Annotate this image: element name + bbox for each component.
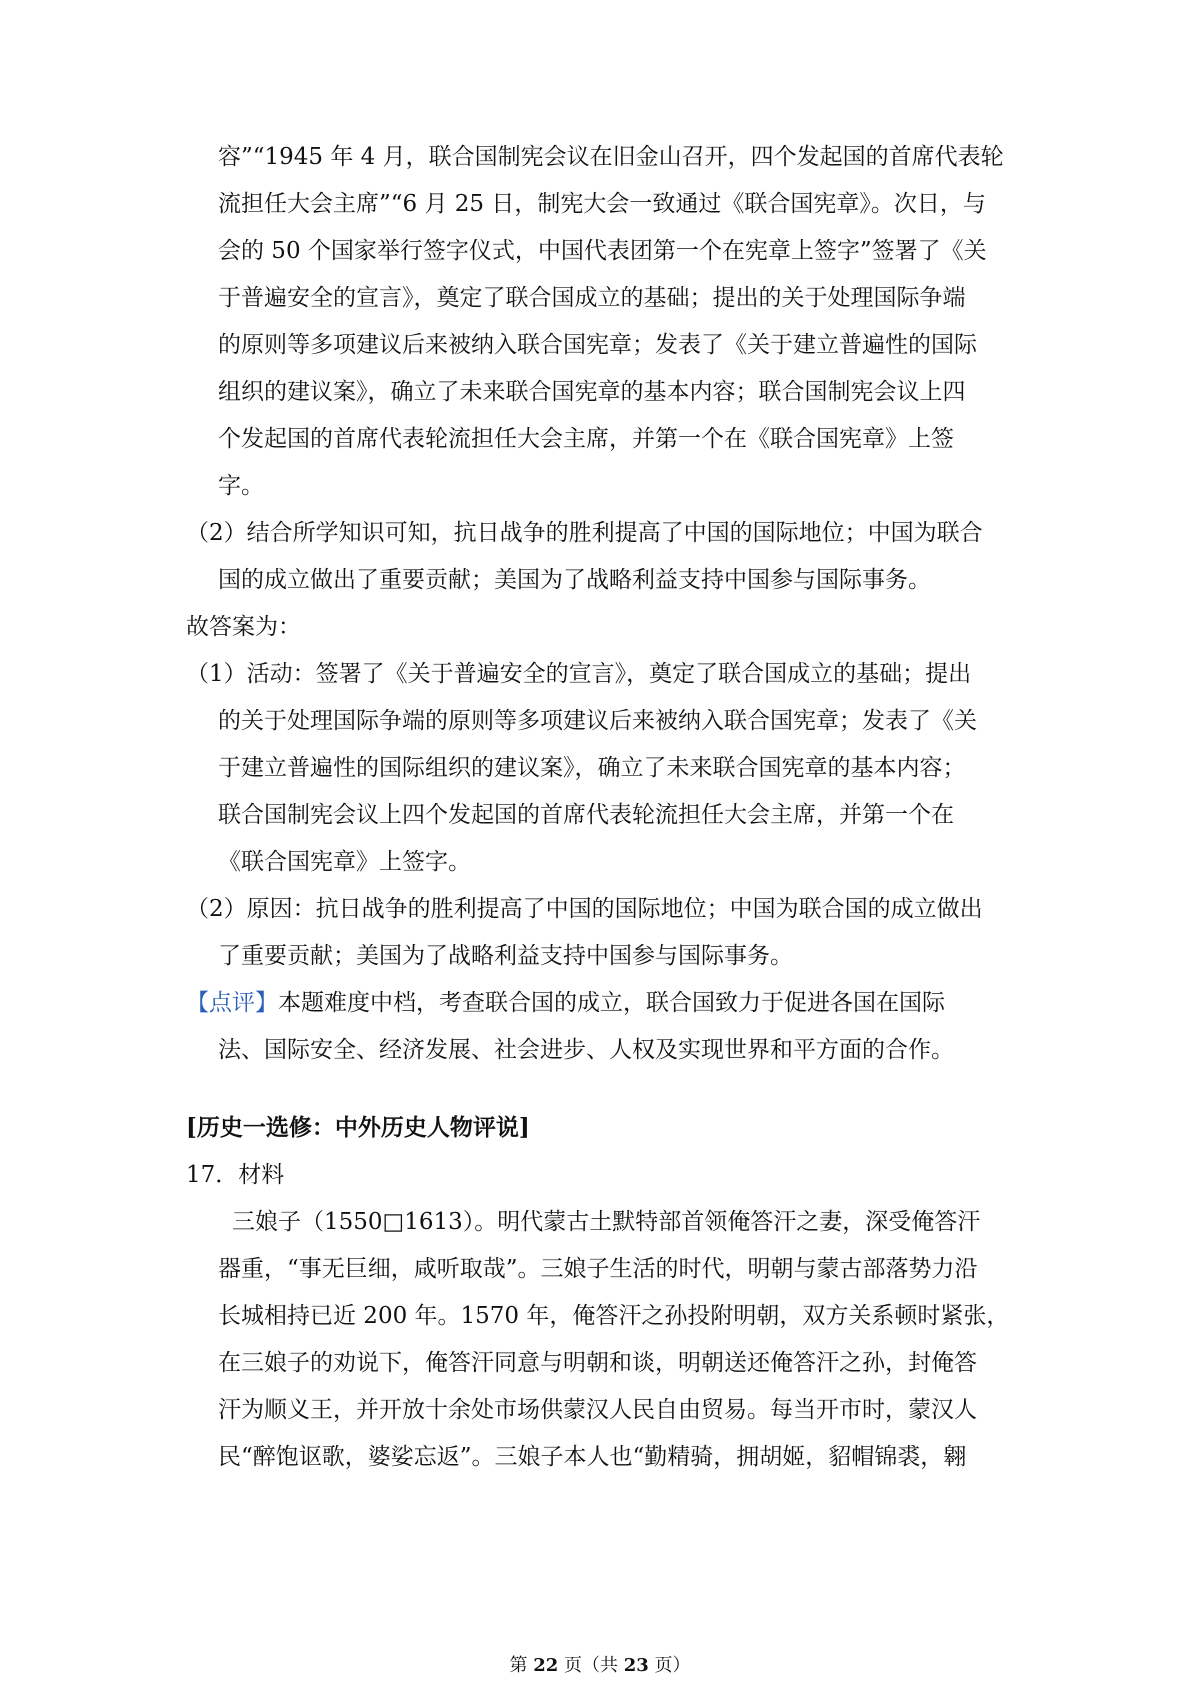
answer-line: 国的成立做出了重要贡献；美国为了战略利益支持中国参与国际事务。 (218, 567, 931, 593)
answer-line: （2）结合所学知识可知，抗日战争的胜利提高了中国的国际地位；中国为联合 (186, 520, 983, 546)
answer-line: （2）原因：抗日战争的胜利提高了中国的国际地位；中国为联合国的成立做出 (186, 896, 983, 922)
answer-line: （1）活动：签署了《关于普遍安全的宣言》，奠定了联合国成立的基础；提出 (186, 661, 972, 687)
answer-heading: 故答案为： (186, 614, 301, 640)
footer-prefix: 第 (509, 1655, 534, 1676)
answer-line: 流担任大会主席”“6 月 25 日，制宪大会一致通过《联合国宪章》。次日，与 (218, 191, 986, 217)
answer-line: 《联合国宪章》上签字。 (218, 849, 471, 875)
comment-text: 本题难度中档，考查联合国的成立，联合国致力于促进各国在国际 (278, 990, 945, 1016)
footer-middle: 页（共 (558, 1655, 624, 1676)
answer-line: 于建立普遍性的国际组织的建议案》，确立了未来联合国宪章的基本内容； (218, 755, 966, 781)
material-line: 器重，“事无巨细，咸听取哉”。三娘子生活的时代，明朝与蒙古部落势力沿 (218, 1256, 978, 1282)
answer-line: 字。 (218, 473, 264, 499)
material-line: 在三娘子的劝说下，俺答汗同意与明朝和谈，明朝送还俺答汗之孙，封俺答 (218, 1350, 977, 1376)
answer-line: 组织的建议案》，确立了未来联合国宪章的基本内容；联合国制宪会议上四 (218, 379, 966, 405)
comment-line: 法、国际安全、经济发展、社会进步、人权及实现世界和平方面的合作。 (218, 1037, 954, 1063)
footer-suffix: 页） (648, 1655, 691, 1676)
material-line: 三娘子（1550□1613）。明代蒙古土默特部首领俺答汗之妻，深受俺答汗 (232, 1209, 981, 1235)
answer-line: 联合国制宪会议上四个发起国的首席代表轮流担任大会主席，并第一个在 (218, 802, 954, 828)
question-label: 17．材料 (186, 1162, 285, 1188)
answer-line: 的关于处理国际争端的原则等多项建议后来被纳入联合国宪章；发表了《关 (218, 708, 977, 734)
answer-line: 个发起国的首席代表轮流担任大会主席，并第一个在《联合国宪章》上签 (218, 426, 954, 452)
answer-line: 的原则等多项建议后来被纳入联合国宪章；发表了《关于建立普遍性的国际 (218, 332, 977, 358)
page-footer (0, 1654, 1200, 1678)
material-line: 汗为顺义王，并开放十余处市场供蒙汉人民自由贸易。每当开市时，蒙汉人 (218, 1397, 977, 1423)
current-page-number: 22 (533, 1655, 559, 1676)
answer-line: 了重要贡献；美国为了战略利益支持中国参与国际事务。 (218, 943, 793, 969)
comment-line (186, 988, 945, 1018)
material-line: 民“醉饱讴歌，婆娑忘返”。三娘子本人也“勤精骑，拥胡姬，貂帽锦裘，翱 (218, 1444, 967, 1470)
total-page-number: 23 (623, 1655, 649, 1676)
answer-line: 于普遍安全的宣言》，奠定了联合国成立的基础；提出的关于处理国际争端 (218, 285, 966, 311)
answer-line: 容”“1945 年 4 月，联合国制宪会议在旧金山召开，四个发起国的首席代表轮 (218, 144, 1004, 170)
section-title: [历史一选修：中外历史人物评说] (186, 1114, 530, 1141)
comment-tag: 【点评】 (186, 990, 278, 1016)
material-line: 长城相持已近 200 年。1570 年，俺答汗之孙投附明朝，双方关系顿时紧张， (218, 1303, 1010, 1329)
answer-line: 会的 50 个国家举行签字仪式，中国代表团第一个在宪章上签字”签署了《关 (218, 238, 987, 264)
